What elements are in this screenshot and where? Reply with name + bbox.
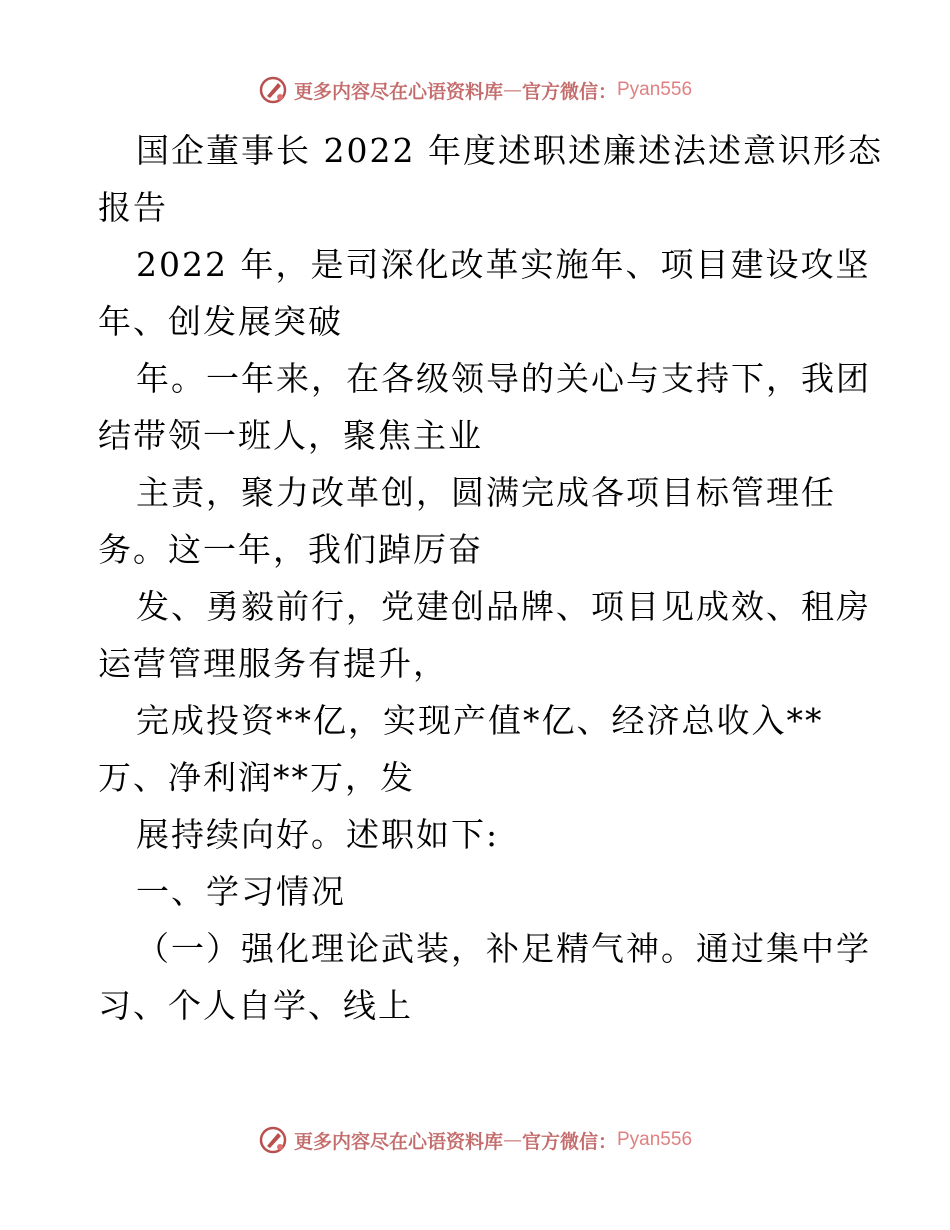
watermark-separator: — [502, 1129, 522, 1151]
document-body [98, 122, 883, 1034]
watermark-label: 官方微信： [521, 80, 617, 103]
watermark-label: 官方微信： [521, 1130, 617, 1153]
text-line: 主责，聚力改革创，圆满完成各项目标管理任 [136, 473, 836, 512]
watermark-main-text: 更多内容尽在心语资料库 [293, 1130, 503, 1153]
text-line: 展持续向好。述职如下: [136, 815, 500, 854]
text-line: （一）强化理论武装，补足精气神。通过集中学 [136, 929, 871, 968]
text-line: 年。一年来，在各级领导的关心与支持下，我团 [136, 359, 871, 398]
watermark-wechat-id: Pyan556 [617, 79, 693, 100]
text-line: 运营管理服务有提升， [98, 644, 448, 683]
text-line: 国企董事长 2022 年度述职述廉述法述意识形态 [136, 131, 883, 170]
text-line: 万、净利润**万，发 [98, 758, 415, 797]
watermark-main-text: 更多内容尽在心语资料库 [293, 80, 503, 103]
watermark-separator: — [502, 79, 522, 101]
text-line: 2022 年，是司深化改革实施年、项目建设攻坚 [136, 245, 871, 284]
pen-circle-logo-icon [258, 75, 288, 105]
text-line: 习、个人自学、线上 [98, 986, 413, 1025]
text-line: 年、创发展突破 [98, 302, 343, 341]
text-line: 结带领一班人，聚焦主业 [98, 416, 483, 455]
section-heading: 一、学习情况 [136, 872, 346, 911]
text-line: 务。这一年，我们踔厉奋 [98, 530, 483, 569]
text-line: 报告 [98, 188, 168, 227]
header-watermark [0, 70, 950, 110]
text-line: 发、勇毅前行，党建创品牌、项目见成效、租房 [136, 587, 871, 626]
pen-circle-logo-icon [258, 1125, 288, 1155]
text-line: 完成投资**亿，实现产值*亿、经济总收入** [136, 701, 824, 740]
watermark-wechat-id: Pyan556 [617, 1129, 693, 1150]
footer-watermark [0, 1120, 950, 1160]
